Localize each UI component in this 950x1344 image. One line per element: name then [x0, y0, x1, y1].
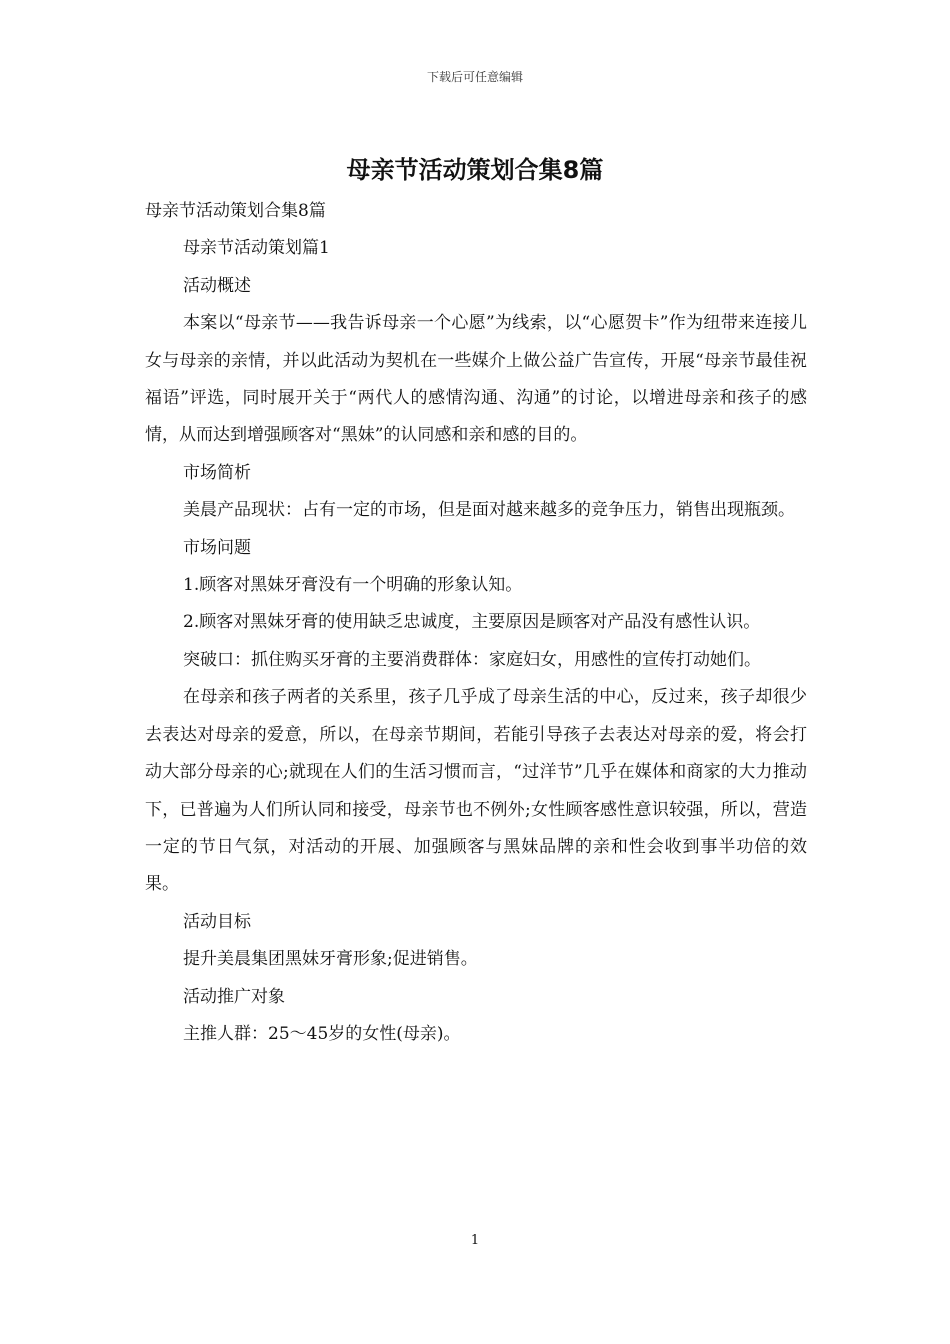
- header-note: 下载后可任意编辑: [426, 70, 523, 84]
- document-body: [145, 193, 807, 1053]
- paragraph: 1.顾客对黑妹牙膏没有一个明确的形象认知。: [183, 575, 523, 596]
- page-number: 1: [470, 1233, 480, 1248]
- paragraph: 突破口：抓住购买牙膏的主要消费群体：家庭妇女，用感性的宣传打动她们。: [183, 649, 761, 670]
- paragraph: 活动推广对象: [183, 986, 285, 1007]
- paragraph: 市场简析: [183, 462, 251, 483]
- paragraph: 提升美晨集团黑妹牙膏形象;促进销售。: [183, 949, 478, 970]
- paragraph: 活动目标: [183, 911, 251, 932]
- paragraph: 美晨产品现状：占有一定的市场，但是面对越来越多的竞争压力，销售出现瓶颈。: [183, 500, 795, 521]
- document-title: 母亲节活动策划合集8篇: [346, 156, 604, 184]
- paragraph: 本案以“母亲节——我告诉母亲一个心愿”为线索，以“心愿贺卡”作为纽带来连接儿女与母亲的亲情，并以此活动为契机在一些媒介上做公益广告宣传，开展“母亲节最佳祝福语”评选，同时展开关于“两代人的感情沟通、沟通”的讨论，以增进母亲和孩子的感情，从而达到增强顾客对“黑妹”的认同感和亲和感的目的。: [145, 313, 807, 446]
- paragraph: 母亲节活动策划合集8篇: [145, 201, 326, 221]
- paragraph: 活动概述: [183, 275, 251, 296]
- paragraph: 母亲节活动策划篇1: [183, 238, 330, 259]
- paragraph: 主推人群：25～45岁的女性(母亲)。: [183, 1023, 461, 1044]
- paragraph: 2.顾客对黑妹牙膏的使用缺乏忠诚度，主要原因是顾客对产品没有感性认识。: [183, 612, 761, 633]
- paragraph: 在母亲和孩子两者的关系里，孩子几乎成了母亲生活的中心，反过来，孩子却很少去表达对母亲的爱意，所以，在母亲节期间，若能引导孩子去表达对母亲的爱，将会打动大部分母亲的心;就现在人们的生活习惯而言，“过洋节”几乎在媒体和商家的大力推动下，已普遍为人们所认同和接受，母亲节也不例外;女性顾客感性意识较强，所以，营造一定的节日气氛，对活动的开展、加强顾客与黑妹品牌的亲和性会收到事半功倍的效果。: [145, 687, 807, 895]
- paragraph: 市场问题: [183, 537, 251, 558]
